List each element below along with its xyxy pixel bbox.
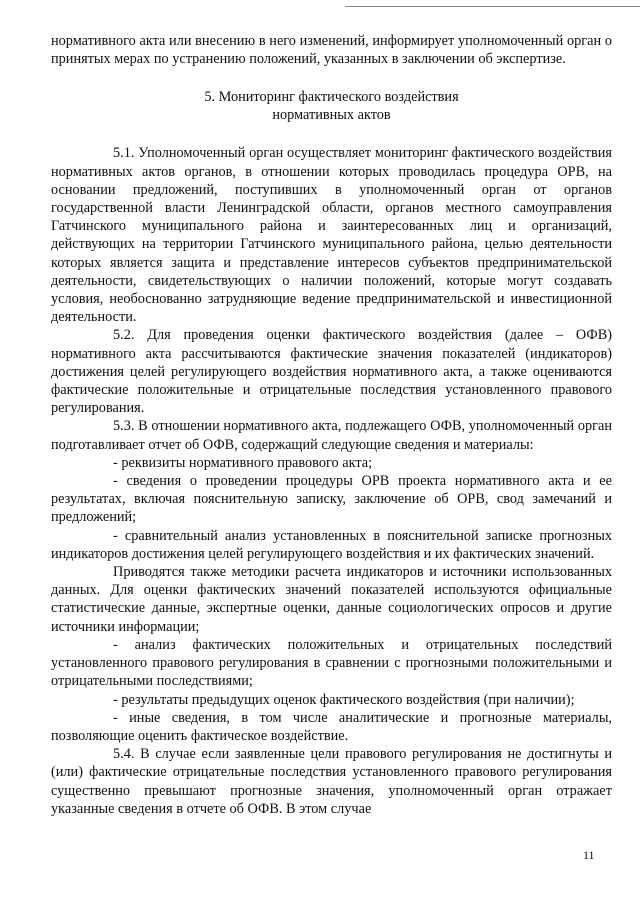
paragraph-5-3: 5.3. В отношении нормативного акта, подлежащего ОФВ, уполномоченный орган подготавливает отчет об ОФВ, содержащий следующие сведения и материалы: (51, 418, 612, 453)
section-heading (51, 88, 612, 124)
section-heading-line1: 5. Мониторинг фактического воздействия (204, 89, 459, 106)
paragraph-5-2: 5.2. Для проведения оценки фактического воздействия (далее – ОФВ) нормативного акта рассчитываются фактические значения показателей (индикаторов) достижения целей регулирующего воздействия нормативного акта, а также оцениваются фактические положительные и отрицательные последствия установленного правового регулирования. (51, 327, 612, 417)
list-item-other-info: - иные сведения, в том числе аналитические и прогнозные материалы, позволяющие оценить фактическое воздействие. (51, 709, 612, 744)
list-item-consequences-analysis: - анализ фактических положительных и отрицательных последствий установленного правового регулирования в сравнении с прогнозными положительными и отрицательными последствиями; (51, 636, 612, 690)
document-page (51, 32, 612, 818)
paragraph-methods: Приводятся также методики расчета индикаторов и источники использованных данных. Для оценки фактических значений показателей используются официальные статистические данные, экспертные оценки, данные социологических опросов и другие источники информации; (51, 564, 612, 635)
list-item-previous-results: - результаты предыдущих оценок фактического воздействия (при наличии); (113, 691, 575, 708)
paragraph-5-1: 5.1. Уполномоченный орган осуществляет мониторинг фактического воздействия нормативных актов органов, в отношении которых проводилась процедура ОРВ, на основании предложений, поступивших в уполномоченный орган от органов государственной власти Ленинградской области, органов местного самоуправления Гатчинского муниципального района и заинтересованных лиц и организаций, действующих на территории Гатчинского муниципального района, целью деятельности которых является защита и представление интересов субъектов предпринимательской деятельности, свидетельствующих о наличии положений, которые могут создавать условия, необоснованно затрудняющие ведение предпринимательской и инвестиционной деятельности. (51, 145, 612, 326)
page-number: 11 (583, 848, 595, 862)
top-rule (345, 6, 640, 7)
paragraph-5-4: 5.4. В случае если заявленные цели правового регулирования не достигнуты и (или) фактические отрицательные последствия установленного правового регулирования существенно превышают прогнозные значения, уполномоченный орган отражает указанные сведения в отчете об ОФВ. В этом случае (51, 746, 612, 817)
list-item-requisites: - реквизиты нормативного правового акта; (113, 454, 373, 471)
list-item-comparative-analysis: - сравнительный анализ установленных в пояснительной записке прогнозных индикаторов достижения целей регулирующего воздействия и их фактических значений. (51, 527, 612, 562)
intro-paragraph: нормативного акта или внесению в него изменений, информирует уполномоченный орган о принятых мерах по устранению положений, указанных в заключении об экспертизе. (51, 33, 612, 68)
section-heading-line2: нормативных актов (272, 107, 391, 124)
list-item-orv-info: - сведения о проведении процедуры ОРВ проекта нормативного акта и ее результатах, включая пояснительную записку, заключение об ОРВ, свод замечаний и предложений; (51, 473, 612, 526)
